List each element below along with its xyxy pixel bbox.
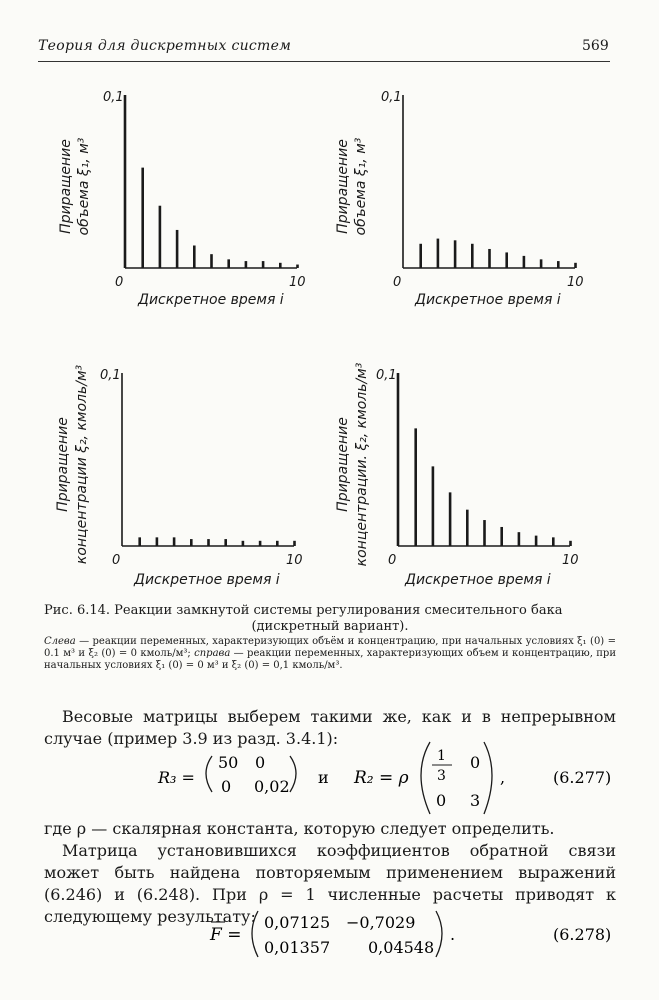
eq1-m1-a21: 0 (221, 777, 232, 796)
caption-line-2: (дискретный вариант). (251, 619, 409, 634)
eq2-a11: 0,07125 (264, 913, 331, 932)
chart-bottom-right-x-start-label: 0 (388, 553, 397, 568)
paragraph-rho: где ρ — скалярная константа, которую следует определить. (44, 819, 555, 838)
eq1-lhs-r2: R₂ = ρ (354, 768, 409, 788)
eq1-m1-right-paren (290, 756, 296, 792)
eq1-number: (6.277) (553, 768, 612, 787)
chart-top-right-ylabel-line1: Приращение (335, 139, 351, 234)
chart-top-right-x-end-label: 10 (567, 275, 584, 290)
eq1-m2-left-paren (421, 742, 430, 814)
chart-bottom-left-y-top-label: 0,1 (100, 368, 121, 383)
caption-left-text: — реакции переменных, характеризующих объём и концентрацию, при начальных условиях ξ₁ (0) = 0.1 м³ и ξ₂ (0) = 0 кмоль/м³; (44, 636, 616, 659)
eq1-m1-a11: 50 (218, 753, 239, 772)
chart-bottom-left-xlabel: Дискретное время i (134, 572, 280, 588)
chart-bottom-right-ylabel-line1: Приращение (335, 417, 351, 512)
eq1-m1-left-paren (206, 756, 212, 792)
chart-top-right-y-top-label: 0,1 (381, 90, 402, 105)
equation-6-277 (0, 740, 659, 820)
running-header-title: Теория для дискретных систем (38, 38, 292, 54)
eq1-and: и (318, 768, 329, 787)
chart-bottom-left-ylabel-line2: концентрации ξ₂, кмоль/м³ (74, 364, 90, 565)
chart-top-right-xlabel: Дискретное время i (415, 292, 561, 308)
caption-right-label: справа (194, 648, 231, 659)
chart-bottom-right-ylabel-line2: концентрации. ξ₂, кмоль/м³ (354, 362, 370, 567)
eq2-lhs: F = (210, 925, 242, 945)
equation-6-278 (0, 905, 659, 970)
eq1-m1-a22: 0,02 (254, 777, 290, 796)
eq2-left-paren (252, 911, 258, 957)
eq2-right-paren (436, 911, 442, 957)
eq1-m2-a22: 3 (470, 791, 481, 810)
caption-left-label: Слева (44, 636, 76, 647)
chart-top-left-ylabel-line2: объема ξ₁, м³ (76, 137, 92, 236)
eq1-m2-a21: 0 (436, 791, 447, 810)
chart-top-left-y-top-label: 0,1 (103, 90, 124, 105)
eq2-a22: 0,04548 (368, 938, 435, 957)
chart-top-left-xlabel: Дискретное время i (138, 292, 284, 308)
chart-bottom-right-xlabel: Дискретное время i (405, 572, 551, 588)
chart-bottom-left-x-end-label: 10 (286, 553, 303, 568)
chart-top-right-x-start-label: 0 (393, 275, 402, 290)
chart-top-right-ylabel-line2: объема ξ₁, м³ (353, 137, 369, 236)
paragraph-weight-matrices: Весовые матрицы выберем такими же, как и в непрерывном случае (пример 3.9 из разд. 3.4.1): (44, 707, 616, 748)
chart-bottom-left-x-start-label: 0 (112, 553, 121, 568)
figure-caption-note (44, 636, 616, 672)
eq1-m2-a12: 0 (470, 753, 481, 772)
paragraph-feedback-matrix: Матрица установившихся коэффициентов обратной связи может быть найдена повторяемым применением выражений (6.246) и (6.248). При ρ = 1 численные расчеты приводят к следующему результату: (44, 841, 616, 926)
eq1-lhs-r3: R₃ = (158, 768, 195, 787)
eq2-number: (6.278) (553, 925, 612, 944)
page-number: 569 (582, 38, 609, 54)
chart-bottom-right-y-top-label: 0,1 (376, 368, 397, 383)
figure-caption (44, 603, 616, 635)
eq2-period: . (450, 925, 456, 944)
chart-top-left-ylabel-line1: Приращение (58, 139, 74, 234)
caption-right-text: — реакции переменных, характеризующих объем и концентрацию, при начальных условиях ξ₁ (0) = 0 м³ и ξ₂ (0) = 0,1 кмоль/м³. (44, 648, 616, 671)
chart-top-left-x-start-label: 0 (115, 275, 124, 290)
caption-line-1: Рис. 6.14. Реакции замкнутой системы регулирования смесительного бака (44, 603, 563, 618)
chart-bottom-right-x-end-label: 10 (562, 553, 579, 568)
eq2-a21: 0,01357 (264, 938, 331, 957)
eq1-m2-right-paren (484, 742, 492, 814)
eq1-comma: , (500, 768, 506, 787)
chart-bottom-left-ylabel-line1: Приращение (55, 417, 71, 512)
eq1-m1-a12: 0 (255, 753, 266, 772)
chart-top-left-x-end-label: 10 (289, 275, 306, 290)
eq2-a12: −0,7029 (346, 913, 416, 932)
eq1-frac-num: 1 (437, 748, 446, 764)
eq1-frac-den: 3 (437, 768, 446, 784)
